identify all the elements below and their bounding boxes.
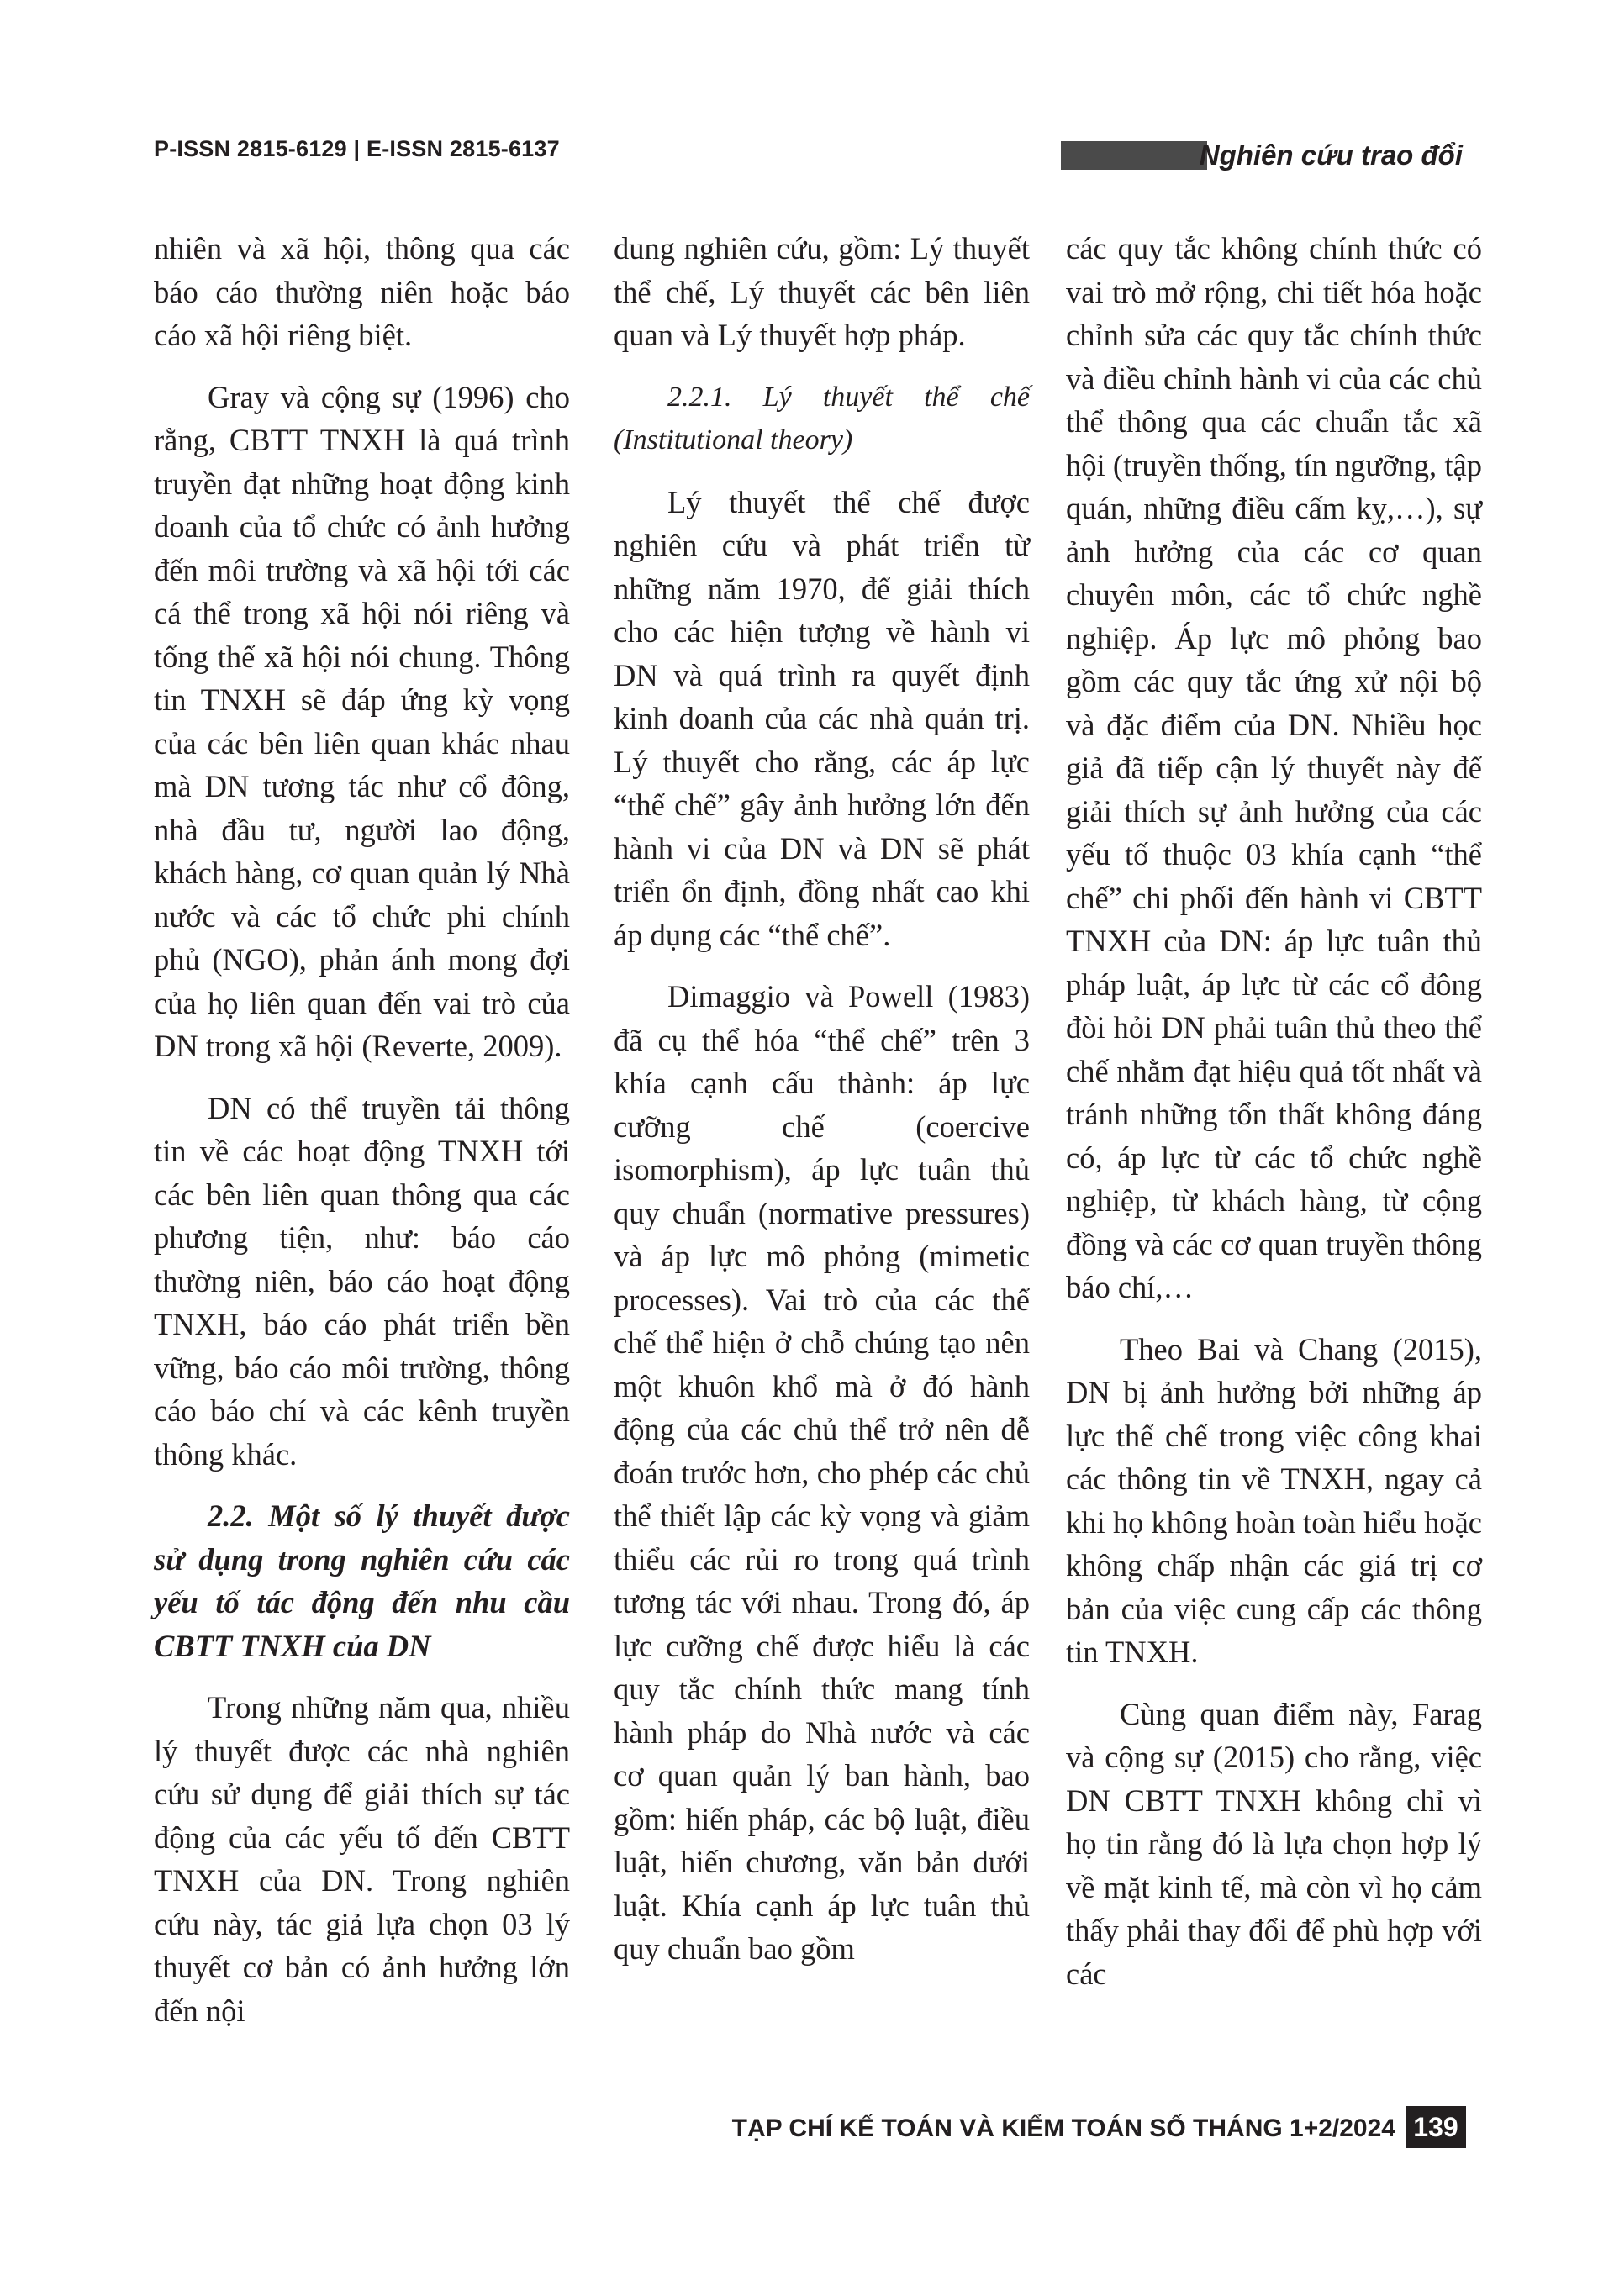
page-number: 139: [1406, 2106, 1466, 2148]
journal-footer: TẠP CHÍ KẾ TOÁN VÀ KIỂM TOÁN SỐ THÁNG 1+2/2024: [731, 2114, 1395, 2142]
column-3: [1066, 227, 1482, 1995]
subsection-heading: 2.2.1. Lý thuyết thể chế (Institutional theory): [614, 381, 1030, 456]
paragraph: Cùng quan điểm này, Farag và cộng sự (2015) cho rằng, việc DN CBTT TNXH không chỉ vì họ tin rằng đó là lựa chọn hợp lý về mặt kinh tế, mà còn vì họ cảm thấy phải thay đổi để phù hợp với các: [1066, 1696, 1482, 1991]
column-1: [154, 227, 570, 2032]
issn-header: P-ISSN 2815-6129 | E-ISSN 2815-6137: [154, 136, 560, 161]
paragraph: nhiên và xã hội, thông qua các báo cáo thường niên hoặc báo cáo xã hội riêng biệt.: [154, 231, 570, 352]
section-heading: 2.2. Một số lý thuyết được sử dụng trong nghiên cứu các yếu tố tác động đến nhu cầu CBTT TNXH của DN: [154, 1498, 570, 1663]
paragraph: Dimaggio và Powell (1983) đã cụ thể hóa “thể chế” trên 3 khía cạnh cấu thành: áp lực cưỡng chế (coercive isomorphism), áp lực tuân thủ quy chuẩn (normative pressures) và áp lực mô phỏng (mimetic processes). Vai trò của các thể chế thể hiện ở chỗ chúng tạo nên một khuôn khổ mà ở đó hành động của các chủ thể trở nên dễ đoán trước hơn, cho phép các chủ thể thiết lập các kỳ vọng và giảm thiểu các rủi ro trong quá trình tương tác với nhau. Trong đó, áp lực cưỡng chế được hiểu là các quy tắc chính thức mang tính hành pháp do Nhà nước và các cơ quan quản lý ban hành, bao gồm: hiến pháp, các bộ luật, điều luật, hiến chương, văn bản dưới luật. Khía cạnh áp lực tuân thủ quy chuẩn bao gồm: [614, 979, 1030, 1966]
paragraph: các quy tắc không chính thức có vai trò mở rộng, chi tiết hóa hoặc chỉnh sửa các quy tắc chính thức và điều chỉnh hành vi của các chủ thể thông qua các chuẩn tắc xã hội (truyền thống, tín ngưỡng, tập quán, những điều cấm kỵ,…), sự ảnh hưởng của các cơ quan chuyên môn, các tổ chức nghề nghiệp. Áp lực mô phỏng bao gồm các quy tắc ứng xử nội bộ và đặc điểm của DN. Nhiều học giả đã tiếp cận lý thuyết này để giải thích sự ảnh hưởng của các yếu tố thuộc 03 khía cạnh “thể chế” chi phối đến hành vi CBTT TNXH của DN: áp lực tuân thủ pháp luật, áp lực từ các cổ đông đòi hỏi DN phải tuân thủ theo thể chế nhằm đạt hiệu quả tốt nhất và tránh những tổn thất không đáng có, áp lực từ các tổ chức nghề nghiệp, từ khách hàng, từ cộng đồng và các cơ quan truyền thông báo chí,…: [1066, 231, 1482, 1304]
paragraph: Gray và cộng sự (1996) cho rằng, CBTT TNXH là quá trình truyền đạt những hoạt động kinh doanh của tổ chức có ảnh hưởng đến môi trường và xã hội tới các cá thể trong xã hội nói riêng và tổng thể xã hội nói chung. Thông tin TNXH sẽ đáp ứng kỳ vọng của các bên liên quan khác nhau mà DN tương tác như cổ đông, nhà đầu tư, người lao động, khách hàng, cơ quan quản lý Nhà nước và các tổ chức phi chính phủ (NGO), phản ánh mong đợi của họ liên quan đến vai trò của DN trong xã hội (Reverte, 2009).: [154, 379, 570, 1063]
paragraph: dung nghiên cứu, gồm: Lý thuyết thể chế, Lý thuyết các bên liên quan và Lý thuyết hợp pháp.: [614, 231, 1030, 352]
paragraph: Trong những năm qua, nhiều lý thuyết được các nhà nghiên cứu sử dụng để giải thích sự tác động của các yếu tố đến CBTT TNXH của DN. Trong nghiên cứu này, tác giả lựa chọn 03 lý thuyết cơ bản có ảnh hưởng lớn đến nội: [154, 1690, 570, 2028]
paragraph: Lý thuyết thể chế được nghiên cứu và phát triển từ những năm 1970, để giải thích cho các hiện tượng về hành vi DN và quá trình ra quyết định kinh doanh của các nhà quản trị. Lý thuyết cho rằng, các áp lực “thể chế” gây ảnh hưởng lớn đến hành vi của DN và DN sẽ phát triển ổn định, đồng nhất cao khi áp dụng các “thể chế”.: [614, 484, 1030, 952]
paragraph: DN có thể truyền tải thông tin về các hoạt động TNXH tới các bên liên quan thông qua các phương tiện, như: báo cáo thường niên, báo cáo hoạt động TNXH, báo cáo phát triển bền vững, báo cáo môi trường, thông cáo báo chí và các kênh truyền thông khác.: [154, 1090, 570, 1472]
section-rubric: Nghiên cứu trao đổi: [1207, 134, 1463, 176]
paragraph: Theo Bai và Chang (2015), DN bị ảnh hưởng bởi những áp lực thể chế trong việc công khai các thông tin về TNXH, ngay cả khi họ không hoàn toàn hiểu hoặc không chấp nhận các giá trị cơ bản của việc cung cấp các thông tin TNXH.: [1066, 1331, 1482, 1669]
column-2: [614, 227, 1030, 1971]
